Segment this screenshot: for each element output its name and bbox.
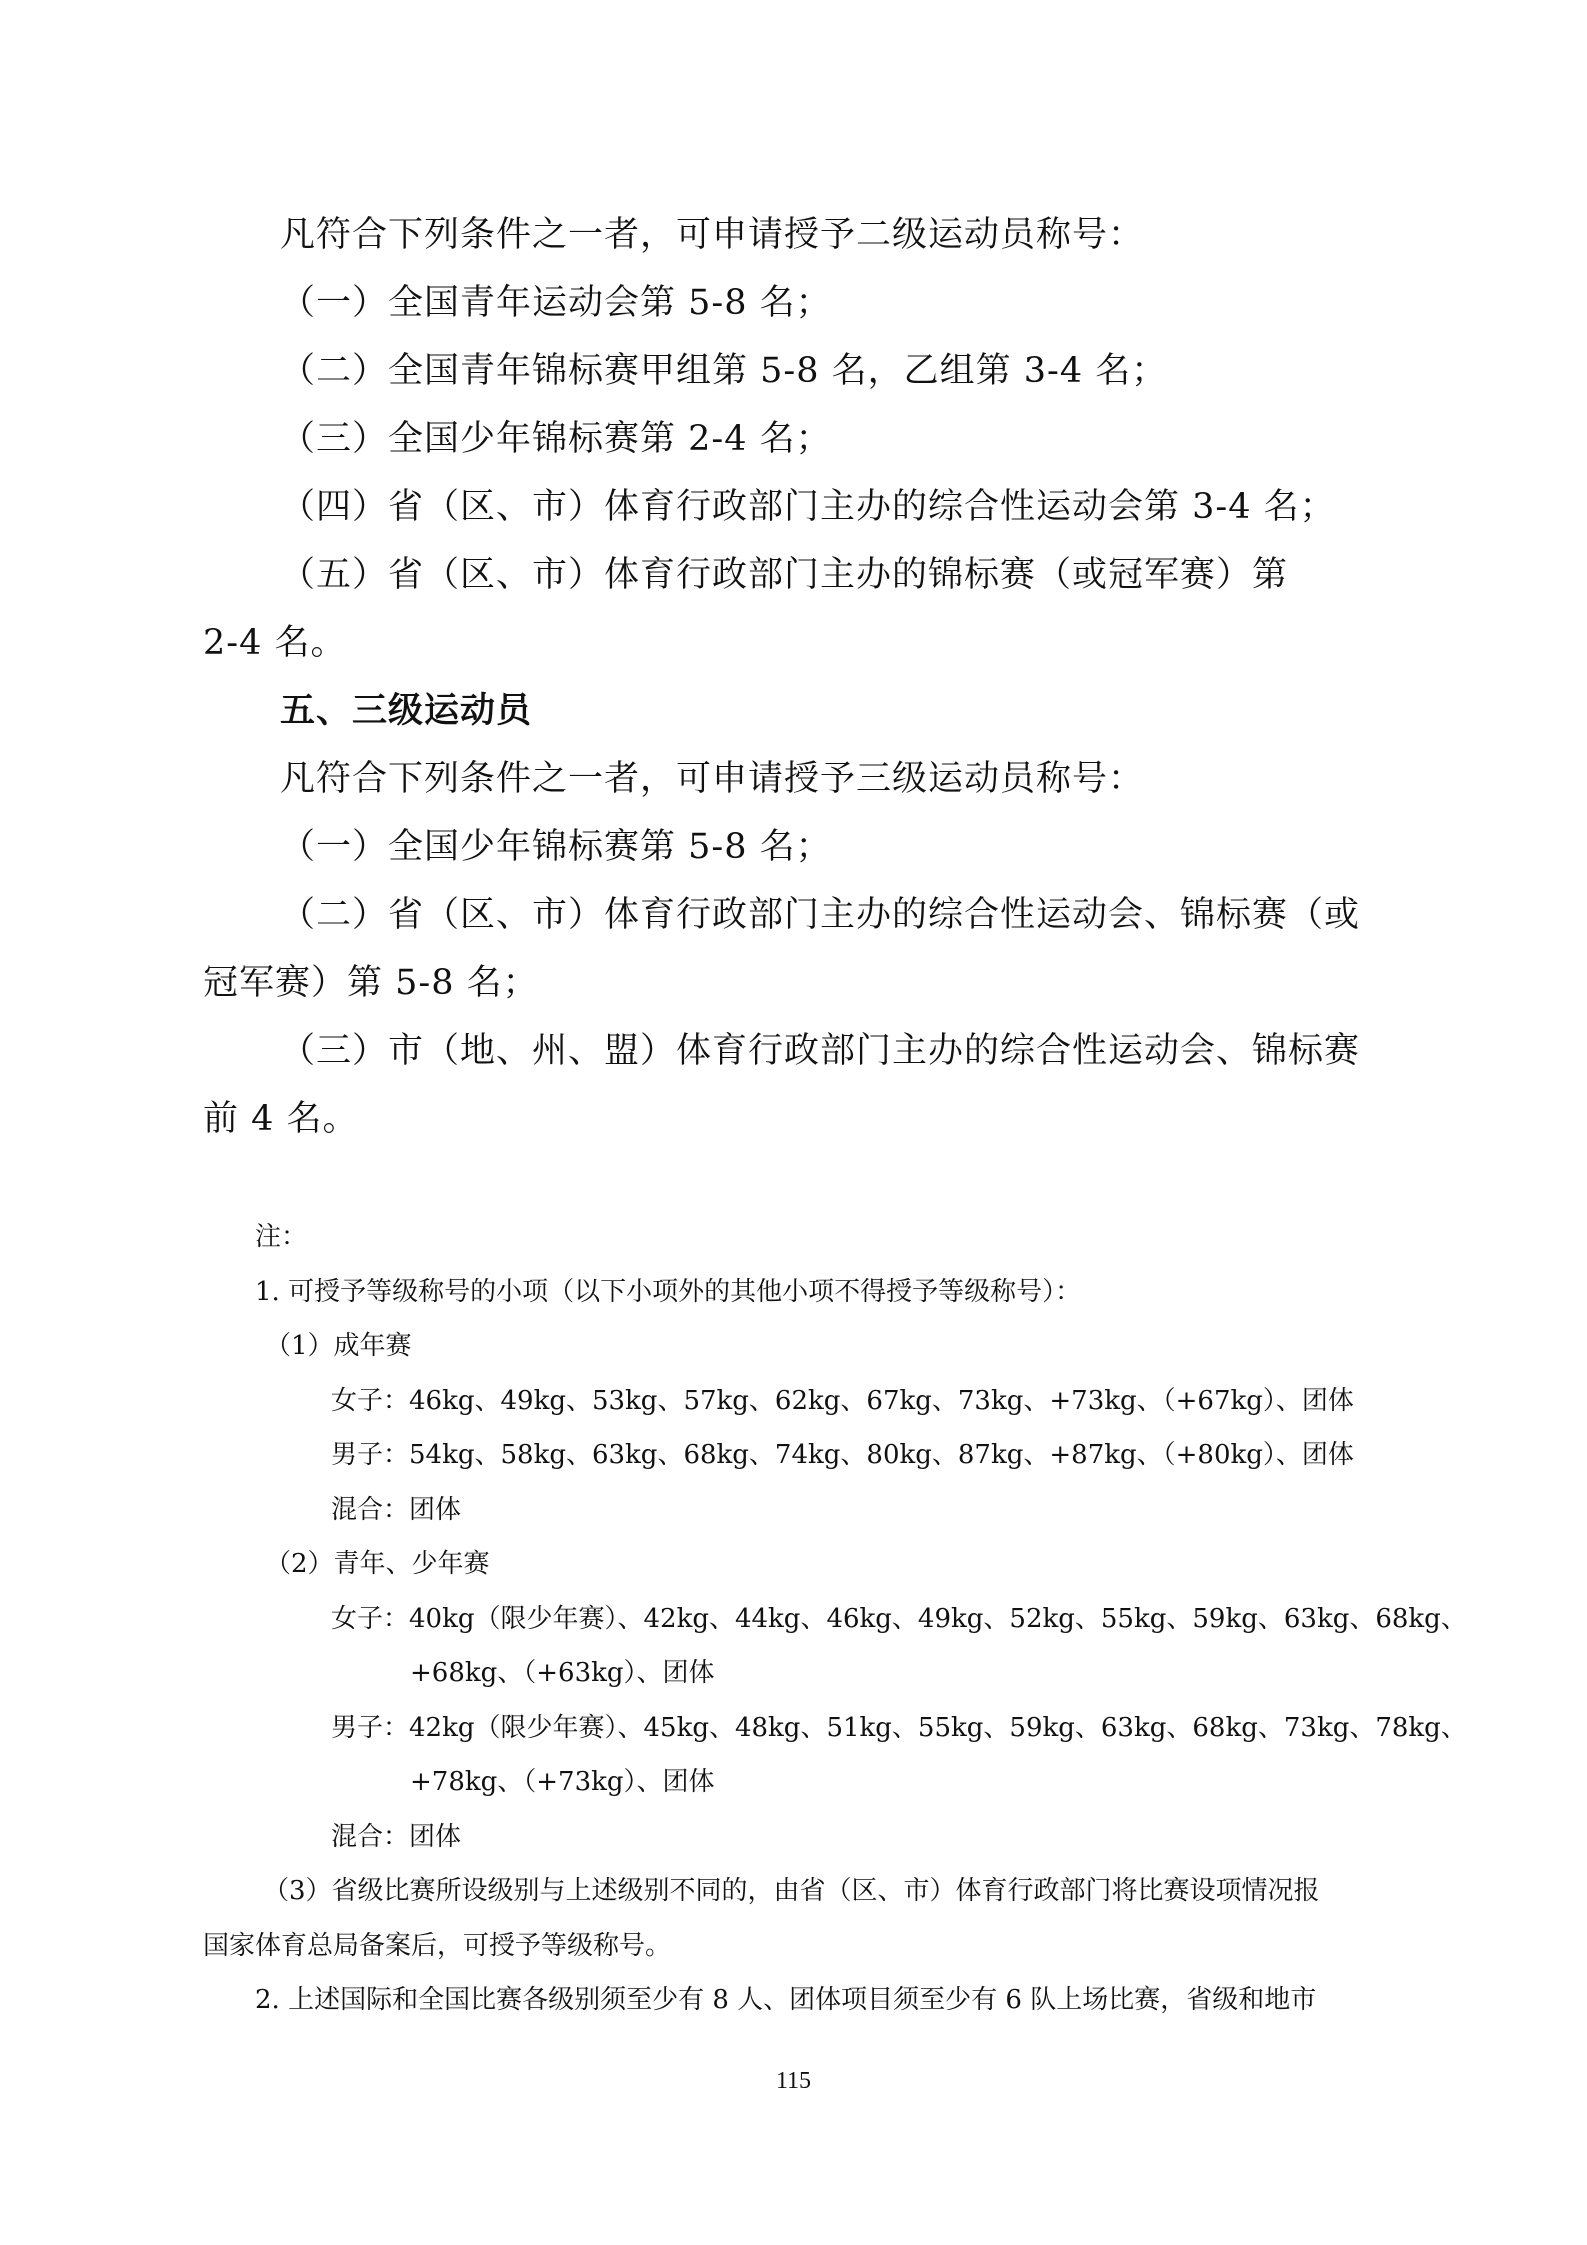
note-1-youth-heading: （2）青年、少年赛 bbox=[265, 1549, 490, 1579]
note-1-senior-heading: （1）成年赛 bbox=[265, 1331, 412, 1361]
note-2: 2. 上述国际和全国比赛各级别须至少有 8 人、团体项目须至少有 6 队上场比赛，省级和地市 bbox=[255, 1985, 1317, 2015]
note-1-senior-women: 女子：46kg、49kg、53kg、57kg、62kg、67kg、73kg、+73kg、（+67kg）、团体 bbox=[331, 1385, 1354, 1416]
notes-label: 注： bbox=[255, 1222, 308, 1252]
main-text bbox=[203, 201, 1383, 1153]
level2-item-1: （一）全国青年运动会第 5-8 名； bbox=[280, 283, 832, 323]
level3-item-3-continuation: 前 4 名。 bbox=[203, 1099, 359, 1139]
section-heading-level3: 五、三级运动员 bbox=[280, 691, 533, 731]
note-1-youth-women: 女子：40kg（限少年赛）、42kg、44kg、46kg、49kg、52kg、55kg、59kg、63kg、68kg、 bbox=[331, 1603, 1467, 1634]
note-1-youth-women-continuation: +68kg、（+63kg）、团体 bbox=[410, 1658, 715, 1688]
note-1-senior-mixed: 混合：团体 bbox=[331, 1494, 462, 1525]
note-1-youth-mixed: 混合：团体 bbox=[331, 1821, 462, 1852]
level3-item-3: （三）市（地、州、盟）体育行政部门主办的综合性运动会、锦标赛 bbox=[280, 1031, 1361, 1071]
note-1: 1. 可授予等级称号的小项（以下小项外的其他小项不得授予等级称号）： bbox=[255, 1276, 1082, 1307]
level2-item-4: （四）省（区、市）体育行政部门主办的综合性运动会第 3-4 名； bbox=[280, 487, 1336, 527]
notes-section bbox=[203, 1210, 1467, 2028]
level3-item-2-continuation: 冠军赛）第 5-8 名； bbox=[203, 963, 539, 1003]
level2-item-5-continuation: 2-4 名。 bbox=[203, 623, 347, 663]
paragraph-level3-intro: 凡符合下列条件之一者，可申请授予三级运动员称号： bbox=[280, 759, 1145, 799]
note-1-provincial: （3）省级比赛所设级别与上述级别不同的，由省（区、市）体育行政部门将比赛设项情况报 bbox=[263, 1876, 1320, 1906]
level3-item-2: （二）省（区、市）体育行政部门主办的综合性运动会、锦标赛（或 bbox=[280, 895, 1361, 935]
level3-item-1: （一）全国少年锦标赛第 5-8 名； bbox=[280, 827, 832, 867]
note-1-senior-men: 男子：54kg、58kg、63kg、68kg、74kg、80kg、87kg、+87kg、（+80kg）、团体 bbox=[331, 1440, 1354, 1470]
note-1-provincial-continuation: 国家体育总局备案后，可授予等级称号。 bbox=[203, 1930, 672, 1961]
note-1-youth-men-continuation: +78kg、（+73kg）、团体 bbox=[410, 1767, 715, 1797]
page-number: 115 bbox=[775, 2068, 812, 2094]
level2-item-5: （五）省（区、市）体育行政部门主办的锦标赛（或冠军赛）第 bbox=[280, 555, 1289, 595]
level2-item-2: （二）全国青年锦标赛甲组第 5-8 名，乙组第 3-4 名； bbox=[280, 351, 1168, 391]
level2-item-3: （三）全国少年锦标赛第 2-4 名； bbox=[280, 419, 832, 459]
note-1-youth-men: 男子：42kg（限少年赛）、45kg、48kg、51kg、55kg、59kg、63kg、68kg、73kg、78kg、 bbox=[331, 1712, 1467, 1743]
paragraph-level2-intro: 凡符合下列条件之一者，可申请授予二级运动员称号： bbox=[280, 215, 1145, 255]
